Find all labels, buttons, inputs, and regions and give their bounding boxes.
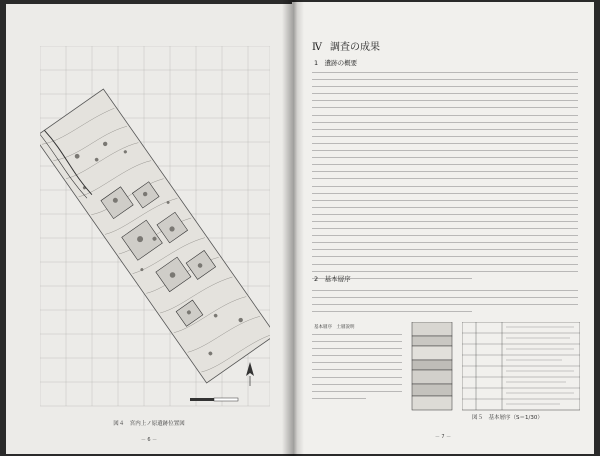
left-page-number: － 6 － bbox=[140, 437, 158, 443]
section-heading-overview: 1 遺跡の概要 bbox=[314, 59, 358, 67]
right-page-number: － 7 － bbox=[434, 434, 452, 440]
stratigraphy-text-block bbox=[312, 290, 578, 318]
left-page bbox=[6, 4, 292, 454]
stratigraphy-notes bbox=[312, 334, 402, 405]
chapter-heading bbox=[312, 38, 380, 53]
right-page bbox=[292, 2, 594, 454]
site-map bbox=[40, 46, 270, 416]
right-figure-caption: 図５ 基本層序（S＝1/30） bbox=[472, 415, 543, 421]
left-figure-caption: 図４ 宮内上ノ原遺跡位置図 bbox=[113, 421, 185, 427]
north-arrow-icon bbox=[246, 362, 254, 386]
book-gutter bbox=[282, 0, 304, 456]
scale-bar bbox=[190, 398, 238, 401]
stratigraphy-table-header: 基本層序 土層説明 bbox=[314, 325, 355, 330]
overview-text-block bbox=[312, 72, 578, 285]
section-heading-stratigraphy: 2 基本層序 bbox=[314, 275, 351, 283]
chapter-title: 調査の成果 bbox=[330, 42, 380, 53]
chapter-numeral: Ⅳ bbox=[312, 42, 322, 53]
stratigraphic-column bbox=[408, 322, 456, 414]
stratigraphy-description-table bbox=[462, 322, 580, 412]
